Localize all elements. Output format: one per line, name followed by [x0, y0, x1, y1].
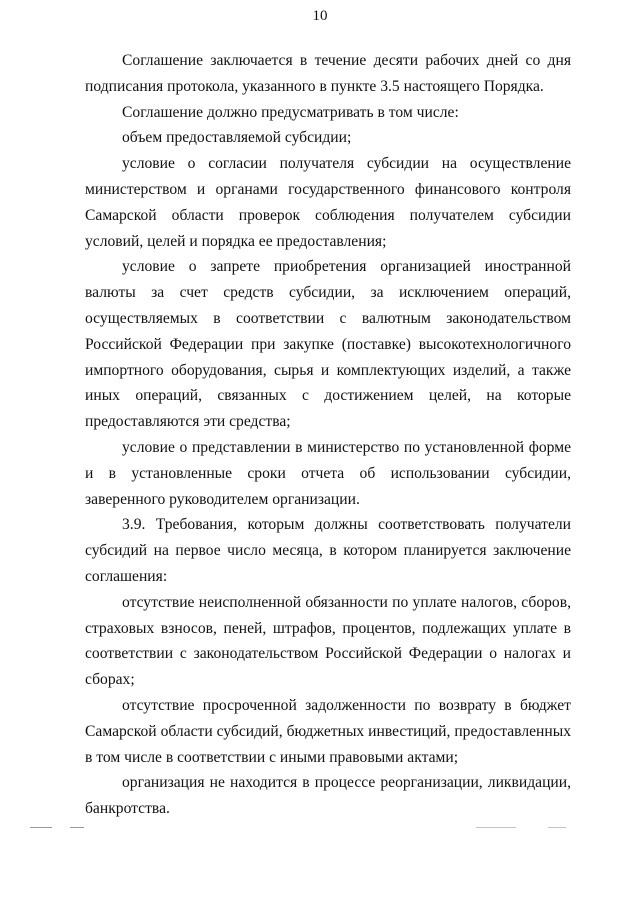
- paragraph-no-overdue-debt: отсутствие просроченной задолженности по возврату в бюджет Самарской области субсидий, бюджетных инвестиций, предоставленных в том числе в соответствии с иными правовыми актами;: [85, 696, 571, 766]
- paragraph-requirements-3-9: 3.9. Требования, которым должны соответствовать получатели субсидий на первое число месяца, в котором планируется заключение соглашения:: [85, 516, 571, 585]
- document-body: [85, 48, 571, 822]
- scan-artifact: [476, 827, 516, 828]
- paragraph-subsidy-volume: объем предоставляемой субсидии;: [122, 129, 352, 147]
- page-number: 10: [312, 8, 328, 24]
- scan-artifact: [548, 827, 566, 828]
- scan-artifact: [70, 827, 84, 828]
- scan-artifact: [30, 827, 52, 828]
- paragraph-agreement-contents: Соглашение должно предусматривать в том числе:: [122, 103, 459, 121]
- paragraph-report-condition: условие о представлении в министерство по установленной форме и в установленные сроки отчета об использовании субсидии, заверенного руководителем организации.: [85, 438, 571, 508]
- paragraph-inspection-consent: условие о согласии получателя субсидии на осуществление министерством и органами государственного финансового контроля Самарской области проверок соблюдения получателем субсидии условий, целей и порядка ее предоставления;: [85, 155, 571, 250]
- paragraph-no-tax-debt: отсутствие неисполненной обязанности по уплате налогов, сборов, страховых взносов, пеней, штрафов, процентов, подлежащих уплате в соответствии с законодательством Российской Федерации о налогах и сборах;: [85, 593, 571, 689]
- paragraph-currency-ban: условие о запрете приобретения организацией иностранной валюты за счет средств субсидии, за исключением операций, осуществляемых в соответствии с валютным законодательством Российской Федерации при закупке (поставке) высокотехнологичного импортного оборудования, сырья и комплектующих изделий, а также иных операций, связанных с достижением целей, на которые предоставляются эти средства;: [85, 258, 571, 431]
- paragraph-agreement-deadline: Соглашение заключается в течение десяти рабочих дней со дня подписания протокола, указанного в пункте 3.5 настоящего Порядка.: [85, 52, 571, 95]
- paragraph-no-reorganization: организация не находится в процессе реорганизации, ликвидации, банкротства.: [85, 774, 571, 818]
